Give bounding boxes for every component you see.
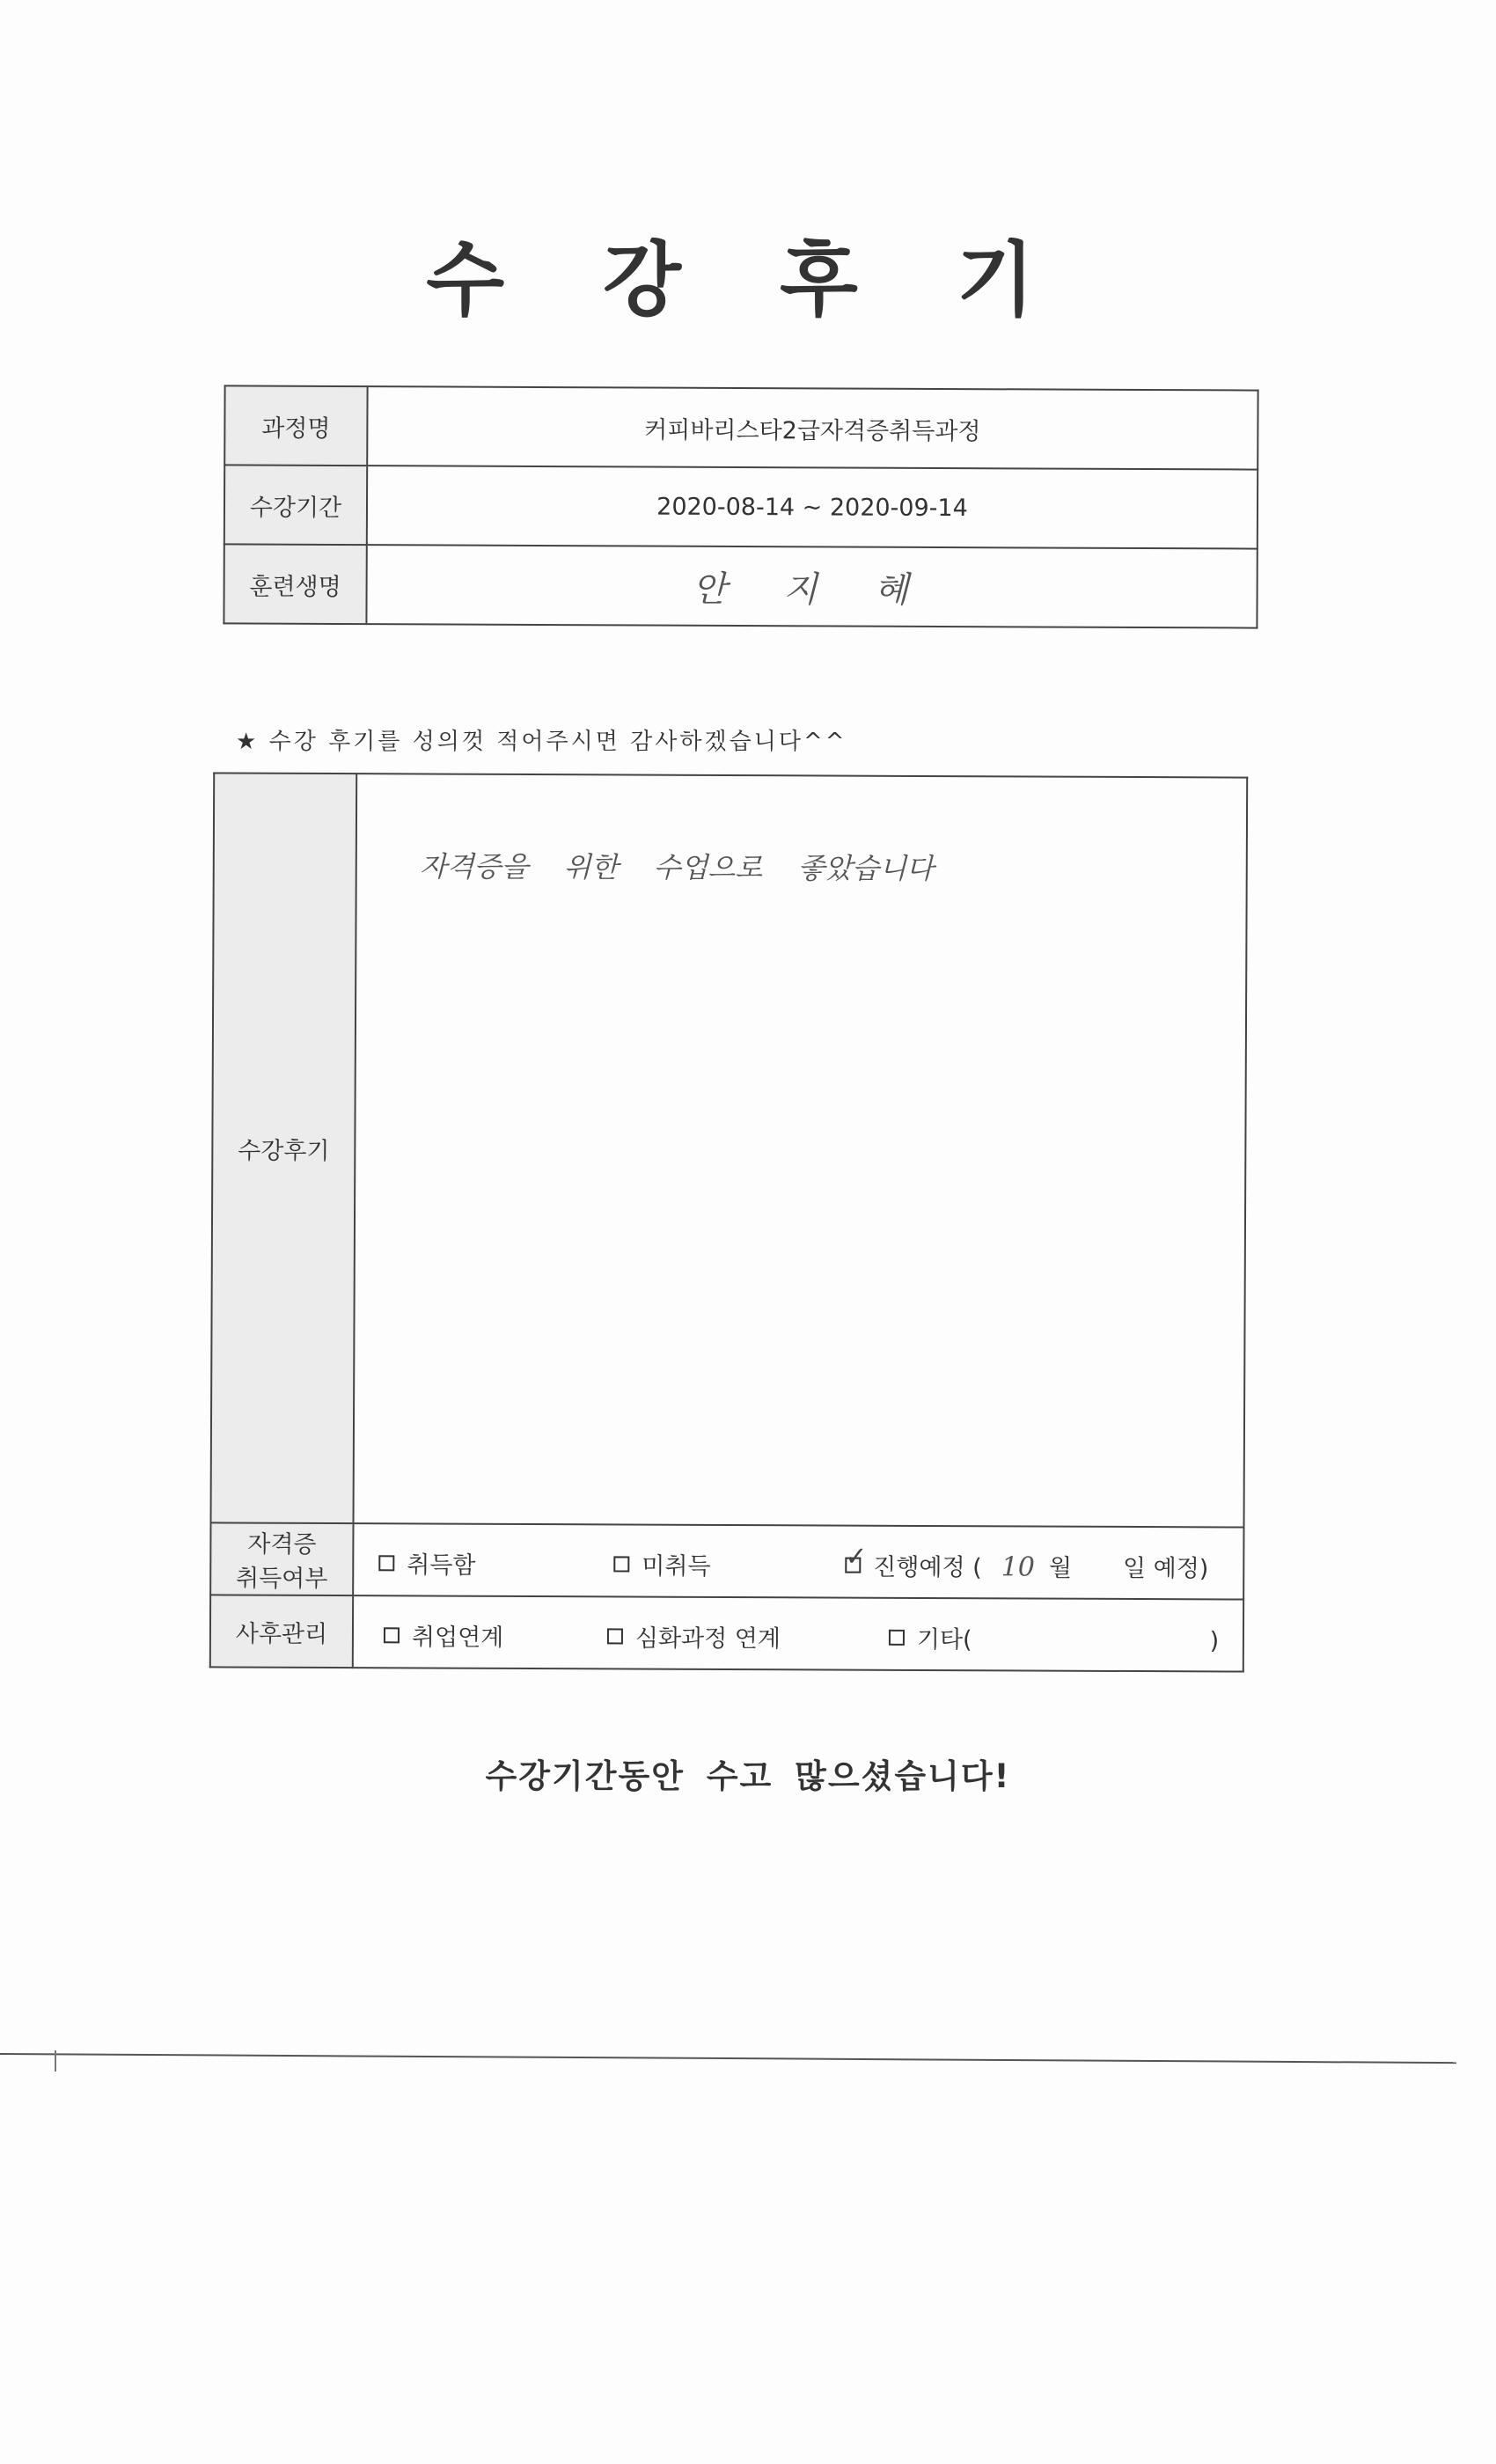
checkbox-not-acquired[interactable] (613, 1556, 629, 1572)
certificate-label-line1: 자격증 (247, 1530, 317, 1558)
review-row (211, 773, 1248, 1527)
period-value: 2020-08-14 ~ 2020-09-14 (367, 466, 1258, 548)
closing-message: 수강기간동안 수고 많으셨습니다! (485, 1757, 1011, 1795)
instruction-note: ★ 수강 후기를 성의껏 적어주시면 감사하겠습니다^^ (236, 729, 847, 755)
option-acquired-label: 취득함 (407, 1551, 476, 1580)
certificate-label (210, 1522, 353, 1595)
checkbox-advanced-course[interactable] (607, 1628, 623, 1644)
course-name-label: 과정명 (224, 385, 367, 466)
aftercare-row (210, 1595, 1243, 1671)
certificate-options (353, 1523, 1243, 1599)
option-advanced-course[interactable] (607, 1618, 781, 1654)
planned-month-value: 10 (1001, 1551, 1036, 1583)
review-text: 자격증을 위한 수업으로 좋았습니다 (419, 849, 935, 886)
period-row (224, 465, 1258, 548)
aftercare-label: 사후관리 (210, 1595, 353, 1668)
option-advanced-course-label: 심화과정 연계 (634, 1624, 781, 1654)
option-planned-label: 진행예정 ( (873, 1553, 982, 1582)
option-acquired[interactable] (378, 1545, 475, 1580)
trainee-name-value: 안 지 혜 (692, 568, 932, 611)
period-label: 수강기간 (224, 465, 367, 545)
trainee-row (224, 544, 1257, 627)
option-other-label: 기타( (916, 1625, 972, 1654)
option-job-link-label: 취업연계 (411, 1624, 504, 1652)
scan-edge-line (0, 2053, 1456, 2064)
course-name-value: 커피바리스타2급자격증취득과정 (367, 386, 1258, 469)
aftercare-options (353, 1595, 1243, 1671)
certificate-row (210, 1522, 1243, 1599)
course-row (224, 385, 1258, 469)
month-unit: 월 (1048, 1554, 1073, 1582)
option-not-acquired-label: 미취득 (642, 1552, 711, 1580)
checkbox-planned-checked[interactable] (845, 1558, 861, 1573)
review-label: 수강후기 (211, 773, 357, 1523)
checkbox-other[interactable] (889, 1630, 905, 1646)
scan-edge-tick (55, 2050, 56, 2072)
option-planned[interactable] (845, 1548, 1208, 1584)
day-suffix: 일 예정) (1122, 1554, 1209, 1583)
option-other-close: ) (1209, 1627, 1220, 1655)
option-job-link[interactable] (384, 1617, 503, 1653)
certificate-label-line2: 취득여부 (235, 1565, 328, 1594)
option-other[interactable] (889, 1620, 1219, 1656)
course-info-table (223, 385, 1258, 628)
option-not-acquired[interactable] (613, 1546, 710, 1580)
review-table (209, 772, 1248, 1672)
checkbox-acquired[interactable] (378, 1555, 394, 1571)
page-title: 수 강 후 기 (426, 233, 1070, 327)
review-text-area[interactable] (354, 774, 1248, 1527)
trainee-name-label: 훈련생명 (224, 544, 366, 624)
checkbox-job-link[interactable] (384, 1627, 400, 1643)
trainee-name-cell (366, 545, 1257, 627)
